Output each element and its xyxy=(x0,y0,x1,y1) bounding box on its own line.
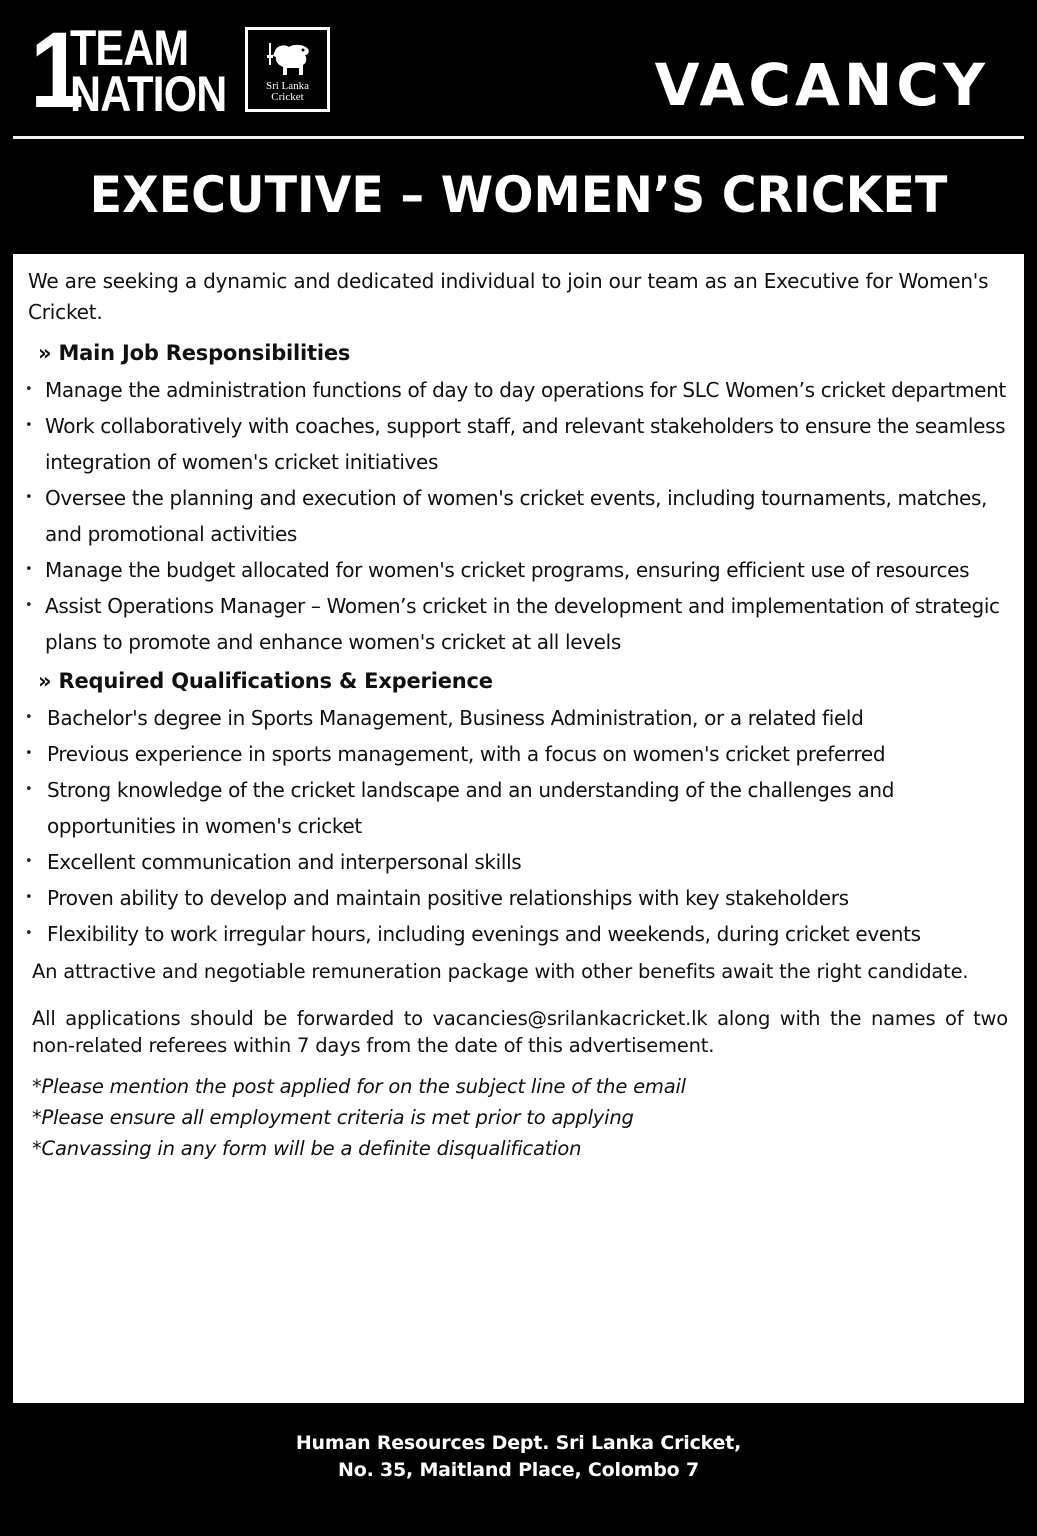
sri-lanka-cricket-logo xyxy=(245,27,330,112)
list-item: • Manage the budget allocated for women's cricket programs, ensuring efficient use of resources xyxy=(28,552,1008,588)
remuneration-paragraph: An attractive and negotiable remuneration package with other benefits await the right candidate. xyxy=(32,960,969,983)
note-item: *Canvassing in any form will be a definite disqualification xyxy=(32,1137,582,1160)
logo-word-nation: NATION xyxy=(70,66,227,122)
responsibilities-list xyxy=(28,372,1008,660)
list-item: • Assist Operations Manager – Women’s cricket in the development and implementation of strategic plans to promote and enhance women's cricket at all levels xyxy=(28,588,1008,660)
footer-line1: Human Resources Dept. Sri Lanka Cricket, xyxy=(295,1432,742,1454)
logo-word-team: TEAM xyxy=(70,20,189,76)
logo-number: 1 xyxy=(30,9,79,130)
logo-words xyxy=(70,20,252,122)
team-nation-logo xyxy=(30,9,252,130)
list-item: • Oversee the planning and execution of women's cricket events, including tournaments, matches, and promotional activities xyxy=(28,480,1008,552)
slc-text-line2: Cricket xyxy=(271,91,304,103)
list-item: • Previous experience in sports management, with a focus on women's cricket preferred xyxy=(28,736,1008,772)
responsibilities-heading: » Main Job Responsibilities xyxy=(38,341,351,365)
qualifications-list xyxy=(28,700,1008,952)
list-item: • Manage the administration functions of day to day operations for SLC Women’s cricket department xyxy=(28,372,1008,408)
list-item: • Work collaboratively with coaches, support staff, and relevant stakeholders to ensure the seamless integration of women's cricket initiatives xyxy=(28,408,1008,480)
header-divider xyxy=(13,136,1024,139)
note-item: *Please ensure all employment criteria is met prior to applying xyxy=(32,1106,634,1129)
job-title: EXECUTIVE – WOMEN’S CRICKET xyxy=(89,166,948,224)
footer-line2: No. 35, Maitland Place, Colombo 7 xyxy=(338,1459,699,1481)
notes xyxy=(32,1071,1008,1164)
lion-icon xyxy=(263,41,313,79)
note-item: *Please mention the post applied for on the subject line of the email xyxy=(32,1075,686,1098)
list-item: • Strong knowledge of the cricket landscape and an understanding of the challenges and opportunities in women's cricket xyxy=(28,772,1008,844)
list-item: • Excellent communication and interpersonal skills xyxy=(28,844,1008,880)
intro-paragraph: We are seeking a dynamic and dedicated individual to join our team as an Executive for Women's Cricket. xyxy=(28,269,989,324)
content-panel xyxy=(13,254,1024,1403)
list-item: • Bachelor's degree in Sports Management, Business Administration, or a related field xyxy=(28,700,1008,736)
slc-text-line1: Sri Lanka xyxy=(265,80,310,92)
vacancy-label: VACANCY xyxy=(654,51,989,119)
list-item: • Proven ability to develop and maintain positive relationships with key stakeholders xyxy=(28,880,1008,916)
list-item: • Flexibility to work irregular hours, including evenings and weekends, during cricket events xyxy=(28,916,1008,952)
application-paragraph: All applications should be forwarded to vacancies@srilankacricket.lk along with the names of two non-related referees within 7 days from the date of this advertisement. xyxy=(32,1007,1008,1057)
footer-address xyxy=(0,1430,1037,1484)
qualifications-heading: » Required Qualifications & Experience xyxy=(38,669,493,693)
